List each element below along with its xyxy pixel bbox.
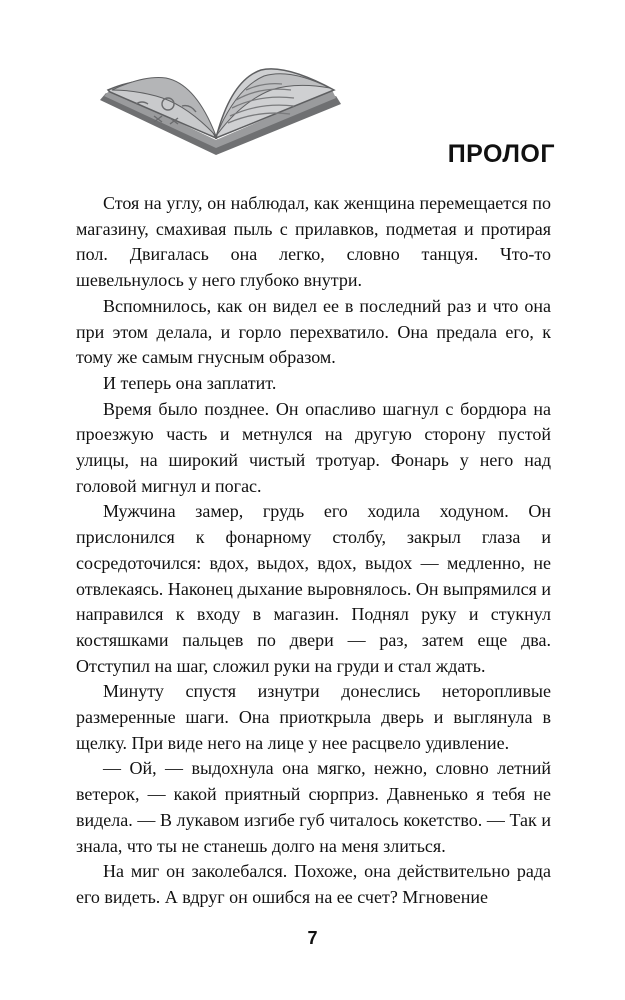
paragraph: — Ой, — выдохнула она мягко, нежно, словно летний ветерок, — какой приятный сюрприз. Давненько я тебя не видела. — В лукавом изгибе губ читалось кокетство. — Так и знала, что ты не станешь долго на меня злиться. — [76, 758, 551, 856]
body-text — [76, 191, 551, 911]
chapter-title: ПРОЛОГ — [447, 140, 555, 168]
paragraph: И теперь она заплатит. — [103, 372, 277, 393]
paragraph: Стоя на углу, он наблюдал, как женщина перемещается по магазину, смахивая пыль с прилавков, подметая и протирая пол. Двигалась она легко, словно танцуя. Что-то шевельнулось у него глубоко внутри. — [76, 193, 551, 291]
paragraph: Минуту спустя изнутри донеслись неторопливые размеренные шаги. Она приоткрыла дверь и выглянула в щелку. При виде него на лице у нее расцвело удивление. — [76, 681, 551, 753]
open-book-icon — [96, 60, 346, 160]
paragraph: Время было позднее. Он опасливо шагнул с бордюра на проезжую часть и метнулся на другую сторону пустой улицы, на широкий чистый тротуар. Фонарь у него над головой мигнул и погас. — [76, 398, 551, 496]
paragraph: Мужчина замер, грудь его ходила ходуном. Он прислонился к фонарному столбу, закрыл глаза и сосредоточился: вдох, выдох, вдох, выдох — медленно, не отвлекаясь. Наконец дыхание выровнялось. Он выпрямился и направился к входу в магазин. Поднял руку и стукнул костяшками пальцев по двери — раз, затем еще два. Отступил на шаг, сложил руки на груди и стал ждать. — [76, 501, 551, 676]
paragraph: На миг он заколебался. Похоже, она действительно рада его видеть. А вдруг он ошибся на ее счет? Мгновение — [76, 861, 551, 907]
page-number: 7 — [307, 928, 318, 948]
paragraph: Вспомнилось, как он видел ее в последний раз и что она при этом делала, и горло перехватило. Она предала его, к тому же самым гнусным образом. — [76, 295, 551, 368]
